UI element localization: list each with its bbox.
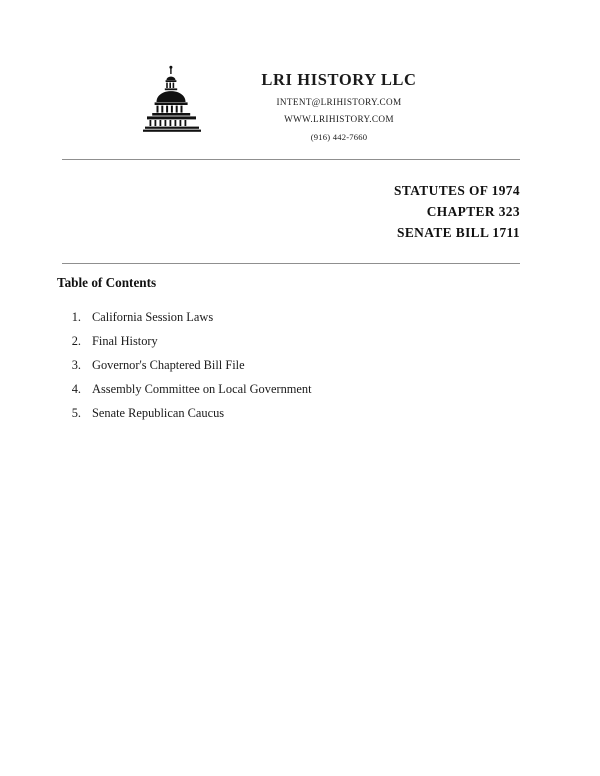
table-of-contents-heading: Table of Contents: [57, 275, 157, 290]
divider-bottom: [62, 263, 520, 264]
organization-email: INTENT@LRIHISTORY.COM: [276, 97, 402, 107]
list-item-number: 1.: [71, 310, 81, 324]
title-chapter: CHAPTER 323: [426, 204, 520, 219]
list-item[interactable]: [57, 329, 517, 353]
list-item-number: 5.: [71, 406, 81, 420]
list-item-label: Final History: [92, 334, 158, 348]
organization-website: WWW.LRIHISTORY.COM: [284, 114, 394, 124]
document-title-block: [62, 180, 520, 243]
capitol-dome-icon: [136, 64, 208, 136]
list-item[interactable]: [57, 353, 517, 377]
list-item[interactable]: [57, 401, 517, 425]
list-item-number: 3.: [71, 358, 81, 372]
divider-top: [62, 159, 520, 160]
list-item-number: 2.: [71, 334, 81, 348]
organization-block: [214, 58, 464, 142]
list-item-label: California Session Laws: [92, 310, 214, 324]
organization-name: LRI HISTORY LLC: [261, 70, 417, 89]
letterhead: [0, 58, 600, 142]
list-item-number: 4.: [71, 382, 81, 396]
list-item[interactable]: [57, 377, 517, 401]
title-bill: SENATE BILL 1711: [397, 225, 520, 240]
table-of-contents-list: [57, 305, 517, 425]
list-item[interactable]: [57, 305, 517, 329]
list-item-label: Senate Republican Caucus: [92, 406, 225, 420]
list-item-label: Governor's Chaptered Bill File: [92, 358, 245, 372]
organization-phone: (916) 442-7660: [310, 132, 368, 142]
list-item-label: Assembly Committee on Local Government: [92, 382, 312, 396]
title-statutes-year: STATUTES OF 1974: [394, 183, 520, 198]
